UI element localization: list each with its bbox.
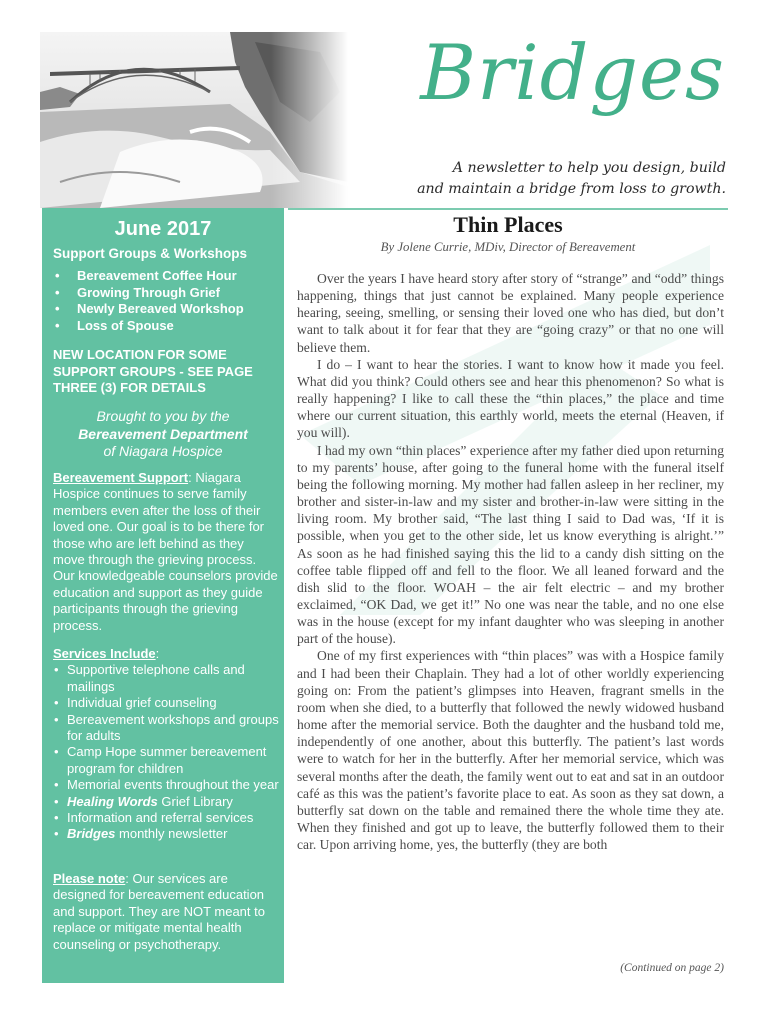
services-colon: : bbox=[155, 646, 160, 661]
article-paragraph: One of my first experiences with “thin places” was with a Hospice family and I had been their Chaplain. They had a lot of other worldly experiencing going on: From the patient’s glimpses into Heaven, fragrant smells in the room when she died, to a butterfly that followed the newly widowed husband home after the memorial service. Both the daughter and the husband told me, independently of one another, about this butterfly. The patient’s last words were to watch for her in the butterfly. After her memorial service, which was several months after the death, the family went out to eat and sat in an outdoor café as this was the patient’s favorite place to eat. As soon as they sat down, a butterfly sat down on the table and remained there the whole time they ate. When they finished and got up to leave, the butterfly followed them to their car. Upon arriving home, yes, the butterfly (they are both bbox=[297, 648, 724, 853]
masthead-title: Bridges bbox=[420, 28, 725, 117]
groups-list bbox=[53, 268, 244, 334]
brought-to-you bbox=[42, 408, 284, 461]
brought-line-3: of Niagara Hospice bbox=[103, 443, 223, 459]
article-paragraph: I had my own “thin places” experience after my father died upon returning to my parents’ house, after going to the funeral home with the funeral itself being the following morning. My mother had fallen asleep in her recliner, my brother and sister-in-law and my sister and brother-in-law were sitting in the living room. My brother said, “The last thing I said to Dad was, ‘If it is possible, when you get to the other side, let us know everything is alright.’” As soon as he had finished saying this the lid to a candy dish sitting on the coffee table flipped off and fell to the floor. We all leaned forward and the dish slid to the floor. WOAH – the air felt electric – and my brother exclaimed, “OK Dad, we get it!” No one was near the table, and no one else was in the house (except for my infant daughter who was sleeping in another part of the house). bbox=[297, 442, 724, 647]
issue-month: June 2017 bbox=[114, 218, 212, 240]
article-body bbox=[297, 270, 724, 853]
list-item: • Bereavement workshops and groups for adults bbox=[53, 712, 279, 745]
groups-heading: Support Groups & Workshops bbox=[53, 246, 248, 261]
bridge-photo bbox=[40, 32, 348, 208]
article-paragraph: I do – I want to hear the stories. I want to know how it made you feel. What did you think? Could others see and hear this phenomenon? So what is really happening? I like to call these the “thin places,” the place and time where our current situation, this earthly world, meets the eternal (Heaven, if you will). bbox=[297, 356, 724, 441]
services-label: Services Include bbox=[53, 646, 156, 661]
list-item: • Individual grief counseling bbox=[53, 695, 279, 711]
tagline-line-2: and maintain a bridge from loss to growth. bbox=[417, 181, 726, 197]
list-item: • Bridges monthly newsletter bbox=[53, 826, 279, 842]
note-label: Please note bbox=[53, 871, 126, 886]
list-item: • Supportive telephone calls and mailings bbox=[53, 662, 279, 695]
note-body: : Our services are designed for bereavement education and support. They are NOT meant to replace or mitigate mental health counseling or psychotherapy. bbox=[53, 871, 265, 952]
department-name: Bereavement Department bbox=[78, 425, 248, 442]
list-item: • Loss of Spouse bbox=[53, 318, 244, 335]
article-title: Thin Places bbox=[453, 212, 563, 237]
please-note bbox=[53, 871, 279, 953]
support-label: Bereavement Support bbox=[53, 470, 189, 485]
services-section bbox=[53, 646, 279, 843]
new-location-notice: NEW LOCATION FOR SOME SUPPORT GROUPS - SEE PAGE THREE (3) FOR DETAILS bbox=[53, 347, 253, 396]
support-body: : Niagara Hospice continues to serve family members even after the loss of their loved one. Our goal is to be there for those who are left behind as they move through the grieving process. Our knowledgeable counselors provide education and support as they guide participants through the grieving process. bbox=[53, 470, 278, 633]
sidebar bbox=[42, 208, 284, 983]
continued-note: (Continued on page 2) bbox=[620, 962, 724, 974]
article-byline: By Jolene Currie, MDiv, Director of Bereavement bbox=[380, 240, 636, 254]
list-item: • Newly Bereaved Workshop bbox=[53, 301, 244, 318]
list-item: • Bereavement Coffee Hour bbox=[53, 268, 244, 285]
brought-line-1: Brought to you by the bbox=[96, 408, 230, 424]
list-item: • Growing Through Grief bbox=[53, 285, 244, 302]
bridge-photo-image bbox=[40, 32, 348, 208]
list-item: • Memorial events throughout the year bbox=[53, 777, 279, 793]
masthead-tagline bbox=[360, 158, 726, 200]
services-list bbox=[53, 662, 279, 842]
bereavement-support-text bbox=[53, 470, 279, 634]
tagline-line-1: A newsletter to help you design, build bbox=[452, 160, 726, 176]
list-item: • Camp Hope summer bereavement program for children bbox=[53, 744, 279, 777]
list-item: • Information and referral services bbox=[53, 810, 279, 826]
article-paragraph: Over the years I have heard story after story of “strange” and “odd” things happening, things that just cannot be explained. Many people experience hearing, seeing, smelling, or sensing their loved one who has died, but don’t want to talk about it for fear that they are “going crazy” or that no one will believe them. bbox=[297, 271, 724, 355]
list-item: • Healing Words Grief Library bbox=[53, 794, 279, 810]
